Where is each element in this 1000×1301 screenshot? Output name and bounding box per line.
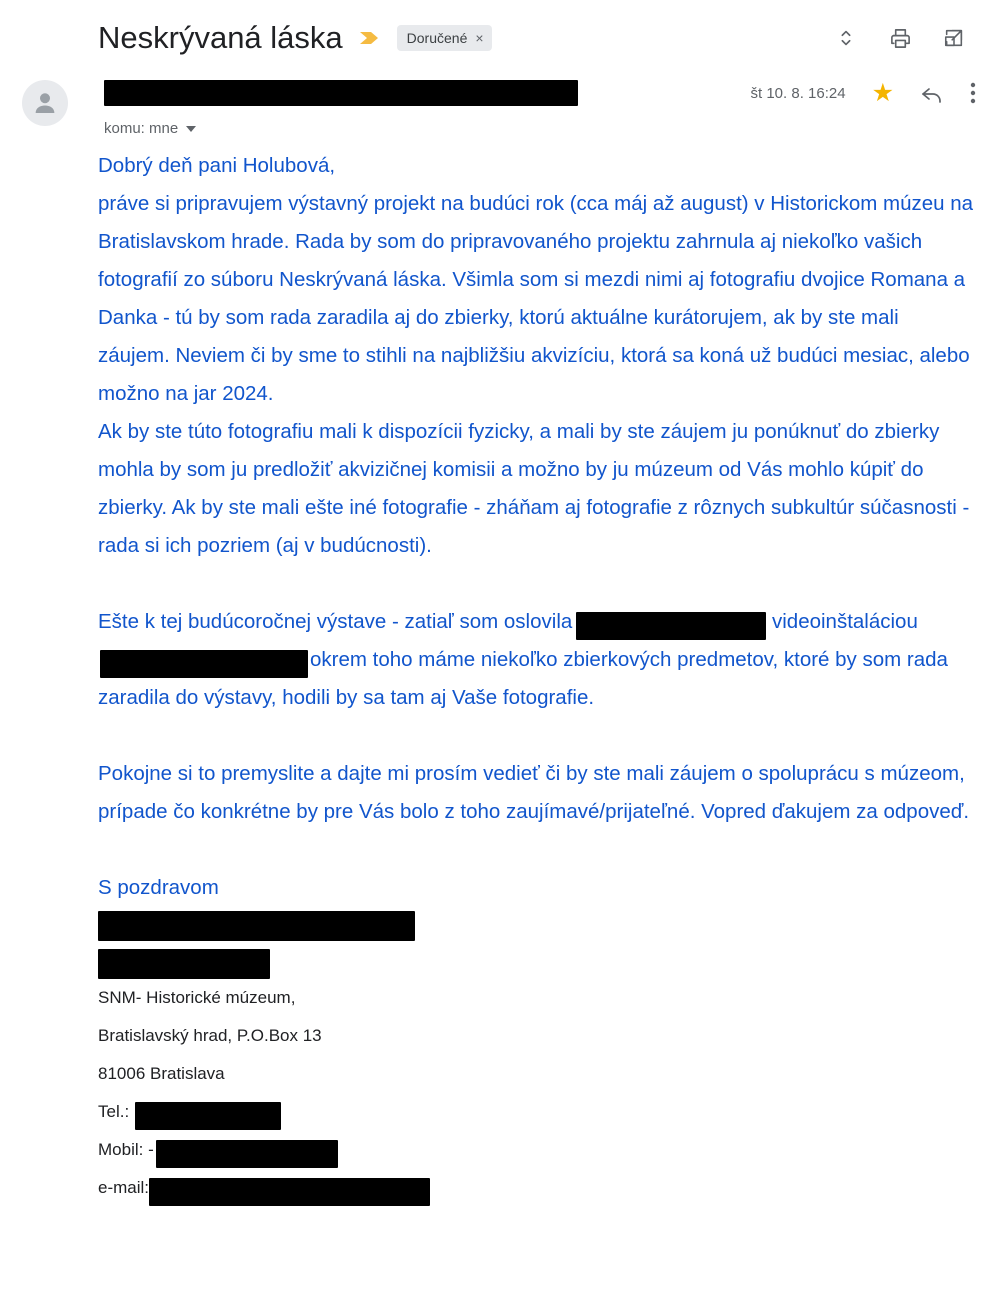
chevron-down-icon[interactable] [186, 126, 196, 132]
body-paragraph-3-part1: Ešte k tej budúcoročnej výstave - zatiaľ som oslovila [98, 610, 573, 633]
redacted-signature-role [98, 949, 270, 979]
print-icon[interactable] [888, 26, 912, 50]
signature-tel-label: Tel.: [98, 1102, 130, 1121]
body-closing: S pozdravom [98, 876, 219, 899]
signature-org-line-3: 81006 Bratislava [98, 1064, 225, 1083]
paragraph-spacer-3 [98, 831, 976, 869]
redacted-inline-text-2 [100, 650, 308, 678]
redacted-email-address [149, 1178, 430, 1206]
body-blue-text [98, 147, 976, 907]
close-icon[interactable]: × [475, 30, 484, 46]
recipient-label: komu: mne [104, 120, 179, 137]
message-meta-actions [751, 76, 977, 106]
body-paragraph-3-part2: videoinštaláciou [771, 610, 918, 633]
message-timestamp: št 10. 8. 16:24 [750, 85, 846, 102]
signature-mobil-line [98, 1131, 976, 1169]
star-icon[interactable]: ★ [871, 79, 894, 107]
body-paragraph-3-part3: okrem toho máme niekoľko zbierkových predmetov, ktoré by som rada zaradila do výstavy, hodili by sa tam aj Vaše fotografie. [98, 648, 948, 709]
message-body [0, 137, 1000, 1237]
expand-collapse-icon[interactable] [834, 26, 858, 50]
body-paragraph-4: Pokojne si to premyslite a dajte mi prosím vedieť či by ste mali záujem o spoluprácu s múzeom, prípade čo konkrétne by pre Vás bolo z toho zaujímavé/prijateľné. Vopred ďakujem za odpoveď. [98, 762, 970, 823]
open-in-new-window-icon[interactable] [942, 26, 966, 50]
body-paragraph-2: Ak by ste túto fotografiu mali k dispozícii fyzicky, a mali by ste záujem ju ponúknuť do zbierky mohla by som ju predložiť akvizičnej komisii a možno by ju múzeum od Vás mohlo kúpiť do zbierky. Ak by ste mali ešte iné fotografie - zháňam aj fotografie z rôznych subkultúr súčasnosti - rada si ich pozriem (aj v budúcnosti). [98, 420, 970, 557]
label-chip-inbox[interactable] [397, 25, 492, 51]
subject-header [0, 0, 1000, 68]
paragraph-spacer [98, 565, 976, 603]
signature-email-label: e-mail: [98, 1178, 150, 1197]
avatar [22, 80, 68, 126]
redacted-phone-number [135, 1102, 281, 1130]
more-options-icon[interactable] [970, 82, 976, 104]
paragraph-spacer-2 [98, 717, 976, 755]
redacted-mobile-number [156, 1140, 338, 1168]
body-greeting: Dobrý deň pani Holubová, [98, 154, 336, 177]
recipient-row[interactable] [104, 120, 739, 137]
signature-mobil-label: Mobil: - [98, 1140, 154, 1159]
sender-header [0, 68, 1000, 137]
body-paragraph-1: práve si pripravujem výstavný projekt na budúci rok (cca máj až august) v Historickom múzeu na Bratislavskom hrade. Rada by som do pripravovaného projektu zahrnula aj niekoľko vašich fotografií zo súboru Neskrývaná láska. Všimla som si mezdi nimi aj fotografiu dvojice Romana a Danka - tú by som rada zaradila aj do zbierky, ktorú aktuálne kurátorujem, ak by ste mali záujem. Neviem či by sme to stihli na najbližšiu akvizíciu, ktorá sa koná už budúci mesiac, alebo možno na jar 2024. [98, 192, 974, 405]
page-title: Neskrývaná láska [98, 20, 343, 55]
important-marker-icon[interactable] [359, 28, 381, 50]
redacted-sender-name [104, 80, 578, 106]
signature-block [98, 979, 976, 1207]
body-paragraph-3 [98, 603, 976, 717]
sender-details [104, 76, 739, 137]
signature-tel-line [98, 1093, 976, 1131]
signature-org-line-2: Bratislavský hrad, P.O.Box 13 [98, 1026, 322, 1045]
header-actions [834, 26, 970, 50]
label-chip-text: Doručené [406, 30, 468, 46]
signature-org-line-1: SNM- Historické múzeum, [98, 988, 296, 1007]
redacted-inline-text-1 [576, 612, 766, 640]
reply-icon[interactable] [920, 82, 944, 106]
signature-email-line [98, 1169, 976, 1207]
redacted-signature-name [98, 911, 415, 941]
